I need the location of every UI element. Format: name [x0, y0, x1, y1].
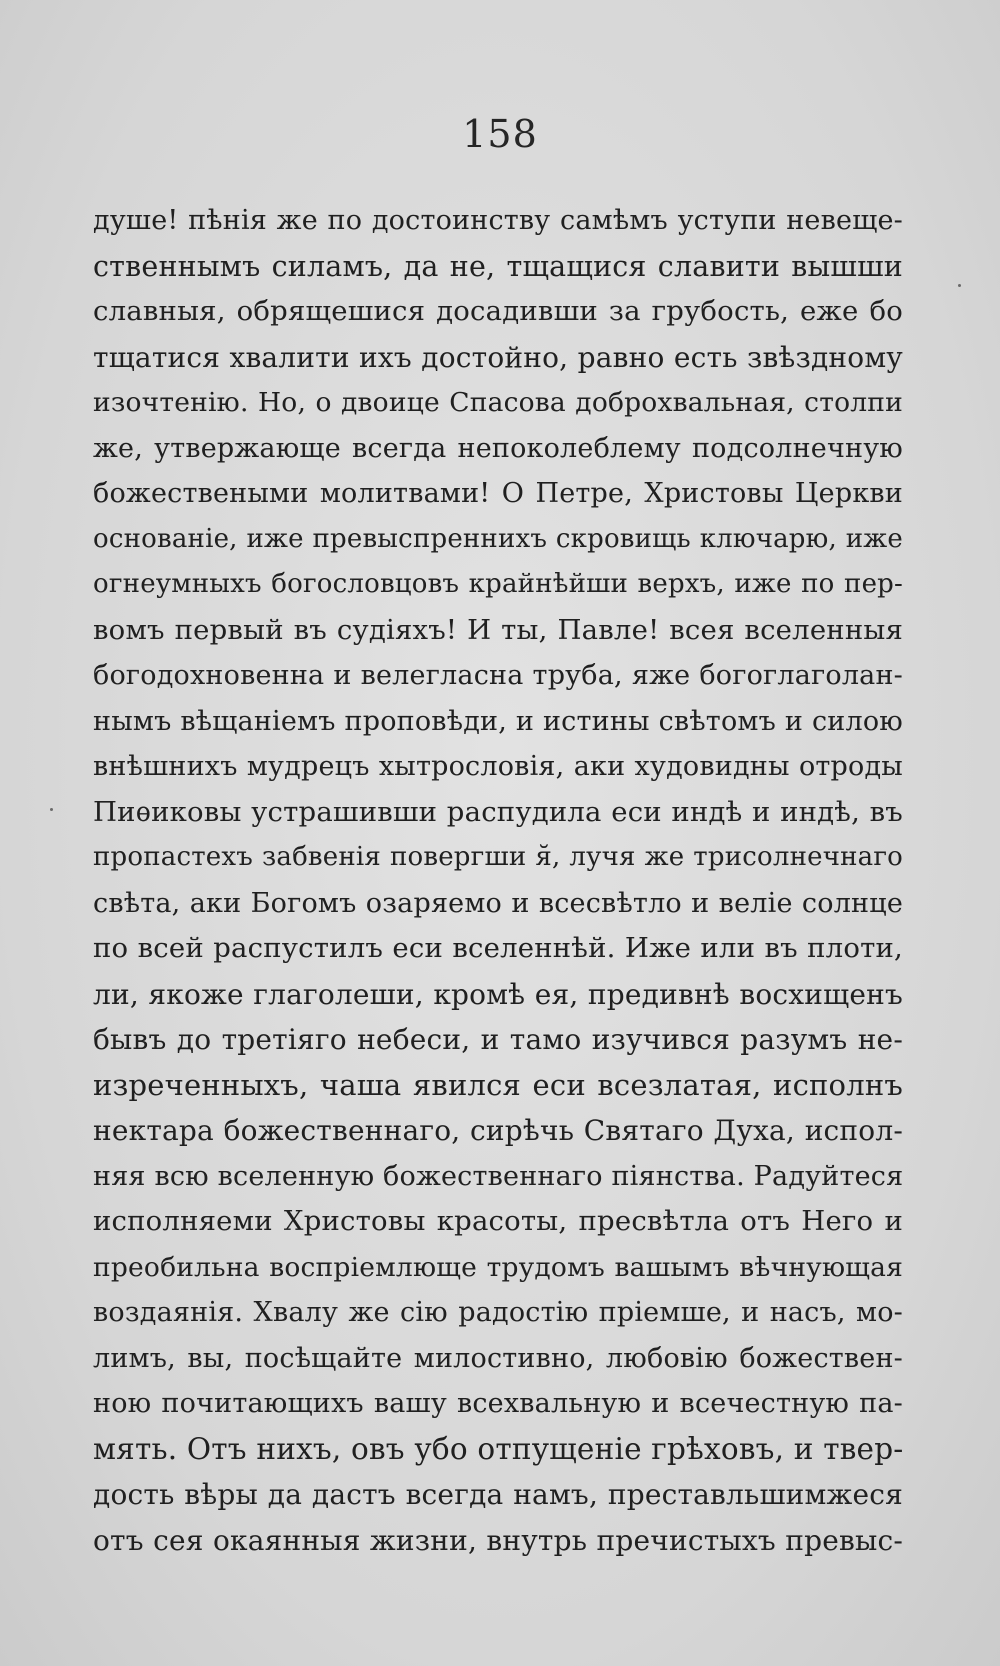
text-line: воздаянія. Хвалу же сію радостію пріемше, и насъ, мо- — [93, 1297, 903, 1328]
text-line: нымъ вѣщаніемъ проповѣди, и истины свѣтомъ и силою — [93, 705, 903, 737]
text-line: няя всю вселенную божественнаго піянства. Радуйтеся — [93, 1160, 904, 1192]
text-line: мять. Отъ нихъ, овъ убо отпущеніе грѣховъ, и твер- — [93, 1431, 904, 1466]
text-line: вомъ первый въ судіяхъ! И ты, Павле! всея вселенныя — [93, 613, 903, 646]
text-line: лимъ, вы, посѣщайте милостивно, любовію божествен- — [93, 1342, 903, 1374]
text-line: бывъ до третіяго небеси, и тамо изучився разумъ не- — [93, 1023, 903, 1056]
text-line: свѣта, аки Богомъ озаряемо и всесвѣтло и веліе солнце — [93, 887, 903, 919]
text-line: богодохновенна и велегласна труба, яже богоглаголан- — [93, 660, 903, 691]
paper-speck — [958, 284, 961, 287]
page-number: 158 — [462, 112, 538, 156]
text-line: нектара божественнаго, сирѣчь Святаго Духа, испол- — [93, 1114, 903, 1147]
text-line: славныя, обрящешися досадивши за грубость, еже бо — [93, 295, 903, 327]
text-line: божествеными молитвами! О Петре, Христовы Церкви — [93, 478, 903, 509]
text-line: ли, якоже глаголеши, кромѣ ея, предивнѣ восхищенъ — [93, 977, 903, 1011]
text-line: душе! пѣнія же по достоинству самѣмъ уступи невеще- — [93, 205, 903, 236]
text-line: изочтенію. Но, о двоице Спасова доброхвальная, столпи — [93, 387, 903, 418]
text-line: же, утвержающе всегда непоколеблему подсолнечную — [93, 432, 903, 464]
text-line: преобильна воспріемлюще трудомъ вашымъ вѣчнующая — [93, 1251, 903, 1283]
text-line: ственнымъ силамъ, да не, тщащися славити вышши — [93, 249, 903, 283]
text-line: внѣшнихъ мудрецъ хытрословія, аки худовидны отроды — [93, 751, 903, 782]
text-line: по всей распустилъ еси вселеннѣй. Иже или въ плоти, — [93, 932, 903, 964]
text-line: изреченныхъ, чаша явился еси всезлатая, исполнъ — [93, 1067, 903, 1102]
text-line: отъ сея окаянныя жизни, внутрь пречистыхъ превыс- — [93, 1523, 903, 1557]
body-text — [93, 198, 903, 1563]
text-line: пропастехъ забвенія повергши я̆, лучя же трисолнечнаго — [93, 842, 903, 872]
text-line: огнеумныхъ богословцовъ крайнѣйши верхъ, иже по пер- — [93, 569, 903, 599]
text-line: основаніе, иже превыспреннихъ скровищь ключарю, иже — [93, 523, 903, 554]
text-line: тщатися хвалити ихъ достойно, равно есть звѣздному — [93, 340, 903, 374]
text-line: исполняеми Христовы красоты, пресвѣтла отъ Него и — [93, 1205, 903, 1237]
paper-speck — [50, 808, 53, 811]
text-line: Пиѳиковы устрашивши распудила еси индѣ и индѣ, въ — [93, 795, 903, 828]
text-line: дость вѣры да дастъ всегда намъ, преставльшимжеся — [93, 1478, 903, 1511]
text-line: ною почитающихъ вашу всехвальную и всечестную па- — [93, 1388, 903, 1419]
